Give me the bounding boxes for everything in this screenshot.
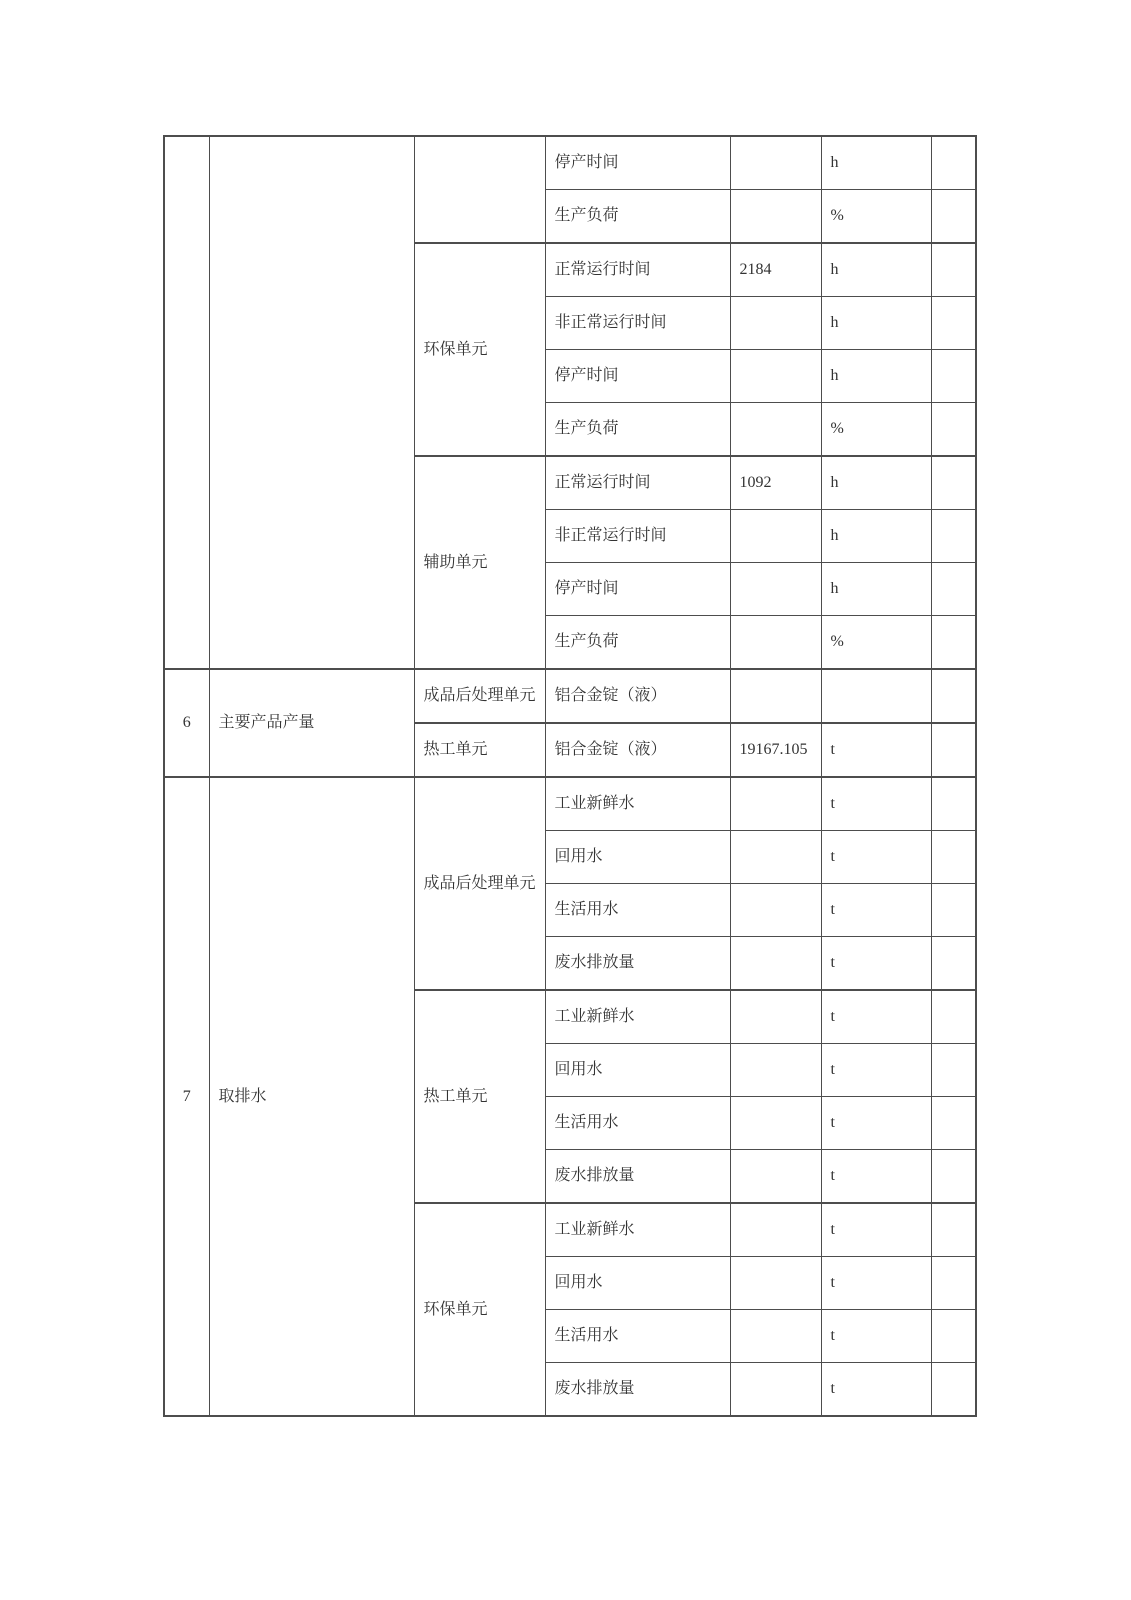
item-cell: 停产时间 [545, 563, 730, 616]
unit-cell: h [821, 136, 931, 190]
value-cell [730, 136, 821, 190]
remark-cell [931, 1150, 976, 1204]
production-operation-table [163, 135, 977, 1417]
category-cell [209, 136, 414, 669]
unit-cell: t [821, 831, 931, 884]
value-cell [730, 990, 821, 1044]
remark-cell [931, 297, 976, 350]
unit-cell: t [821, 1150, 931, 1204]
unit-cell: % [821, 403, 931, 457]
value-cell [730, 1150, 821, 1204]
value-cell [730, 563, 821, 616]
remark-cell [931, 350, 976, 403]
value-cell [730, 1097, 821, 1150]
remark-cell [931, 510, 976, 563]
remark-cell [931, 1203, 976, 1257]
remark-cell [931, 1363, 976, 1417]
unit-cell: t [821, 1257, 931, 1310]
unit-group-cell: 热工单元 [414, 723, 545, 777]
unit-cell: t [821, 1044, 931, 1097]
value-cell [730, 777, 821, 831]
item-cell: 生产负荷 [545, 190, 730, 244]
remark-cell [931, 1310, 976, 1363]
value-cell [730, 884, 821, 937]
value-cell [730, 510, 821, 563]
item-cell: 工业新鲜水 [545, 990, 730, 1044]
item-cell: 正常运行时间 [545, 456, 730, 510]
item-cell: 正常运行时间 [545, 243, 730, 297]
row-number-cell: 6 [164, 669, 209, 777]
unit-cell: t [821, 990, 931, 1044]
unit-cell: t [821, 1363, 931, 1417]
remark-cell [931, 1257, 976, 1310]
category-cell: 取排水 [209, 777, 414, 1416]
row-number-cell: 7 [164, 777, 209, 1416]
unit-cell: % [821, 190, 931, 244]
item-cell: 工业新鲜水 [545, 1203, 730, 1257]
remark-cell [931, 190, 976, 244]
remark-cell [931, 243, 976, 297]
value-cell: 19167.105 [730, 723, 821, 777]
value-cell [730, 669, 821, 723]
remark-cell [931, 669, 976, 723]
row-number-cell [164, 136, 209, 669]
unit-cell: h [821, 350, 931, 403]
value-cell: 2184 [730, 243, 821, 297]
unit-group-cell: 热工单元 [414, 990, 545, 1203]
value-cell [730, 190, 821, 244]
remark-cell [931, 884, 976, 937]
value-cell [730, 1363, 821, 1417]
remark-cell [931, 136, 976, 190]
item-cell: 生活用水 [545, 884, 730, 937]
item-cell: 铝合金锭（液） [545, 669, 730, 723]
item-cell: 废水排放量 [545, 937, 730, 991]
unit-cell: h [821, 456, 931, 510]
unit-group-cell: 环保单元 [414, 243, 545, 456]
value-cell [730, 297, 821, 350]
remark-cell [931, 1044, 976, 1097]
remark-cell [931, 937, 976, 991]
value-cell [730, 1203, 821, 1257]
value-cell [730, 1044, 821, 1097]
unit-group-cell: 成品后处理单元 [414, 777, 545, 990]
item-cell: 生产负荷 [545, 403, 730, 457]
item-cell: 非正常运行时间 [545, 297, 730, 350]
unit-cell: h [821, 243, 931, 297]
value-cell [730, 616, 821, 670]
item-cell: 废水排放量 [545, 1150, 730, 1204]
unit-group-cell [414, 136, 545, 243]
item-cell: 回用水 [545, 831, 730, 884]
item-cell: 回用水 [545, 1044, 730, 1097]
unit-cell: t [821, 1310, 931, 1363]
category-cell: 主要产品产量 [209, 669, 414, 777]
unit-cell: t [821, 1097, 931, 1150]
unit-cell: t [821, 884, 931, 937]
item-cell: 回用水 [545, 1257, 730, 1310]
table-row [164, 669, 976, 723]
value-cell [730, 403, 821, 457]
unit-cell: t [821, 723, 931, 777]
remark-cell [931, 990, 976, 1044]
unit-cell: % [821, 616, 931, 670]
remark-cell [931, 1097, 976, 1150]
item-cell: 停产时间 [545, 136, 730, 190]
item-cell: 非正常运行时间 [545, 510, 730, 563]
item-cell: 工业新鲜水 [545, 777, 730, 831]
remark-cell [931, 831, 976, 884]
item-cell: 停产时间 [545, 350, 730, 403]
value-cell [730, 937, 821, 991]
unit-cell: h [821, 297, 931, 350]
item-cell: 生活用水 [545, 1097, 730, 1150]
table-row [164, 777, 976, 831]
unit-group-cell: 成品后处理单元 [414, 669, 545, 723]
value-cell [730, 1310, 821, 1363]
remark-cell [931, 723, 976, 777]
item-cell: 废水排放量 [545, 1363, 730, 1417]
unit-cell: h [821, 563, 931, 616]
item-cell: 生产负荷 [545, 616, 730, 670]
remark-cell [931, 403, 976, 457]
value-cell [730, 1257, 821, 1310]
unit-cell: h [821, 510, 931, 563]
remark-cell [931, 563, 976, 616]
unit-cell: t [821, 937, 931, 991]
item-cell: 生活用水 [545, 1310, 730, 1363]
unit-cell: t [821, 1203, 931, 1257]
value-cell [730, 350, 821, 403]
remark-cell [931, 456, 976, 510]
unit-group-cell: 环保单元 [414, 1203, 545, 1416]
item-cell: 铝合金锭（液） [545, 723, 730, 777]
remark-cell [931, 777, 976, 831]
unit-group-cell: 辅助单元 [414, 456, 545, 669]
remark-cell [931, 616, 976, 670]
value-cell: 1092 [730, 456, 821, 510]
unit-cell: t [821, 777, 931, 831]
value-cell [730, 831, 821, 884]
unit-cell [821, 669, 931, 723]
table-row [164, 136, 976, 190]
